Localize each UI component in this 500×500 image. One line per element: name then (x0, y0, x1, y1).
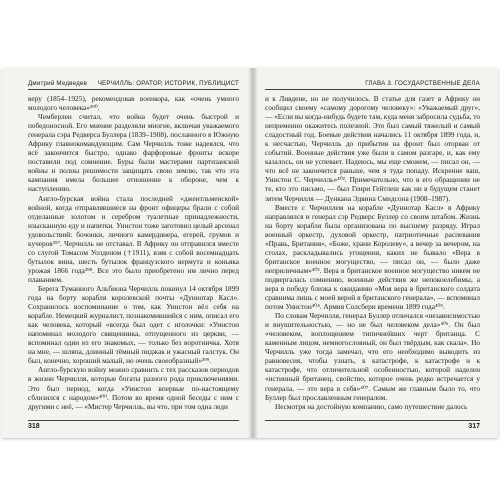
header-author: Дмитрий Медведев (28, 80, 88, 87)
left-page-footer (28, 420, 239, 430)
right-page-footer (265, 420, 480, 430)
paragraph: Англо-бурская война стала последней «джентльменской» войной, когда отправлявшиеся на фронт офицеры брали с собой отделанные золотом и серебром туалетные принадлежности, изысканную еду и напитки. Уинстон тоже заготовил целый арсенал удовольствий: бочонки, личного камердинера, егерей, грумов и кучеров³⁹⁷. Черчилль не отставал. В Африку он отправился вместе со слугой Томасом Уолденом (†1911), взяв с собой восемнадцать бутылок вина, шесть бутылок французского вермута и коньяка урожая 1866 года³⁹⁸. Все это было приобретено им лично перед плаванием. (28, 193, 239, 284)
header-chapter-title: ГЛАВА 3. ГОСУДАРСТВЕННЫЕ ДЕЛА (365, 80, 480, 87)
paragraph: Несмотря на достойную компанию, само путешествие далось (275, 401, 468, 411)
page-number: 317 (468, 423, 480, 430)
right-page-body (265, 94, 480, 411)
paragraph: По словам Черчилля, генерал Буллер отличался «независимостью и внушительностью, — но не был человеком дела»⁴⁰⁶. Он был «человеком, воплощением типичнейших черт британца. С каменным лицом, немногословный, он был твёрдым, как скала». Но Черчилль уже тогда замечал, что его необходимо выводить из равновесия, чтобы узнать, к катастрофе, к катастрофе и к катастрофе, что отличительной особенностью, которой наделен «истинный британец, свойство, которое очень редко встречается у генерала, — это вера в себя»⁴⁰⁷. Самым же главным было то, что Буллер был прославленным генералом. (265, 311, 480, 402)
left-page-header (28, 80, 239, 90)
paragraph: веру (1854–1925), рекомендовав военкора, как «очень умного молодого человека»³⁹⁰. (28, 94, 239, 113)
paragraph: Англо-бурскую войну можно сравнить с тех рассказов периодов в жизни Черчилля, которые богаты разного рода приключениями. Это был период, когда «Уинстон впервые по-настоящему сблизился с народом»⁴⁰⁰. Потом во время одной беседы с ним с другими с неё, — «Мистер Черчилль, вы что, при том одна леди (28, 365, 239, 411)
left-page-body (28, 94, 239, 411)
open-book (2, 68, 498, 438)
paragraph: Берега Туманного Альбиона Черчилль покинул 14 октября 1899 года на борту корабля королевской почты «Дуннотар Касл». Сохранилось воспоминание о том, как Уинстон вёл себя на корабле. Немецкий журналист, познакомившийся с ним, описал его как человека, который «всегда был одет с иголочки: «Уинстон напоминал молодого священника, отпущенного из церкви, — вспоминал один из его знакомых, — только без воротничка. Хотя на мне, — шляпа, длинный тёмный пиджак и ужасный галстук. Он был, конечно, хороший малый, но очень своеобразный»³⁹⁹. (28, 283, 239, 366)
right-page-header (265, 80, 480, 90)
left-page (2, 68, 249, 438)
paragraph: Вместе с Черчиллем на корабле «Дуннотар Касл» в Африку направлялся и генерал сэр Редверс Буллер со своим штабом. Жизнь на борту корабля была организована по высшему разряду. Играл военный оркестр, духовой оркестр, патриотичные распевания «Правь, Британия», «Боже, храни Королеву», а вечер за вечером, на столах, раскладывались угощения, каких не бывало «Вера в британское военное могущество, — писал он, — было даже неприличным»⁴⁰³. Вера в британское военное могущество никем не подвергалась сомнению, военные действия же непокоелебимы, а вера в победу близка к ожиданию «Моя вера в британского солдата сравнима лишь с моей верой в британского генерала», — вспоминал потом Уинстон⁴⁰⁴. Армия Солсбери времени 1899 года⁴⁰⁵. (265, 202, 480, 312)
right-page (257, 68, 498, 438)
header-book-title: ЧЕРЧИЛЛЬ: ОРАТОР, ИСТОРИК, ПУБЛИЦИСТ (97, 80, 239, 87)
paragraph: Чемберлен считал, что война будет очень быстрой и победоносной. Его мнение разделяли многие, включая уважаемого генерала сэра Редверса Буллера (1839–1908), посланного в Южную Африку главнокомандующим. Сам Черчилль тоже надеялся, что всё закончится быстро, однако фарфоровые фронты вскоре поставили под сомнение. Буры были мастерами партизанской войны и полны решимости защищать свою землю, так что эта кампания имела большее отношение к обороне, чем к наступлению. (28, 112, 239, 194)
paragraph: и к Ливдене, но не получилось. В статье для газет в Африку он сообщил своему «самому дорогому человеку»: «Уважаемый друг», — «Если вы когда-нибудь будете там, куда меня забросила судьба, то непременно окажитесь полезной. Это был самый тяжелый и самый сладостный год. Боевые действия начались 11 октября 1899 года, и, к несчастью, Черчилль до прибытия на фронт был оторван от событий. Военные действия уже были в самом разгаре, и, как ему казалось, он не успевает. Надеюсь, мы еще сможем, — писал он, — что всё не закончится раньше, чем я туда попаду. Искренне ваш, Уинстон С. Черчилль»⁴⁰². Примечательно, что в его обращении не те, кто это письмо, — был Генри Гейтлеш как ни в будущем станет зятем Черчилля — Дункана Эдвина Смидсона (1908–1987). (265, 94, 480, 203)
page-number: 318 (28, 423, 40, 430)
